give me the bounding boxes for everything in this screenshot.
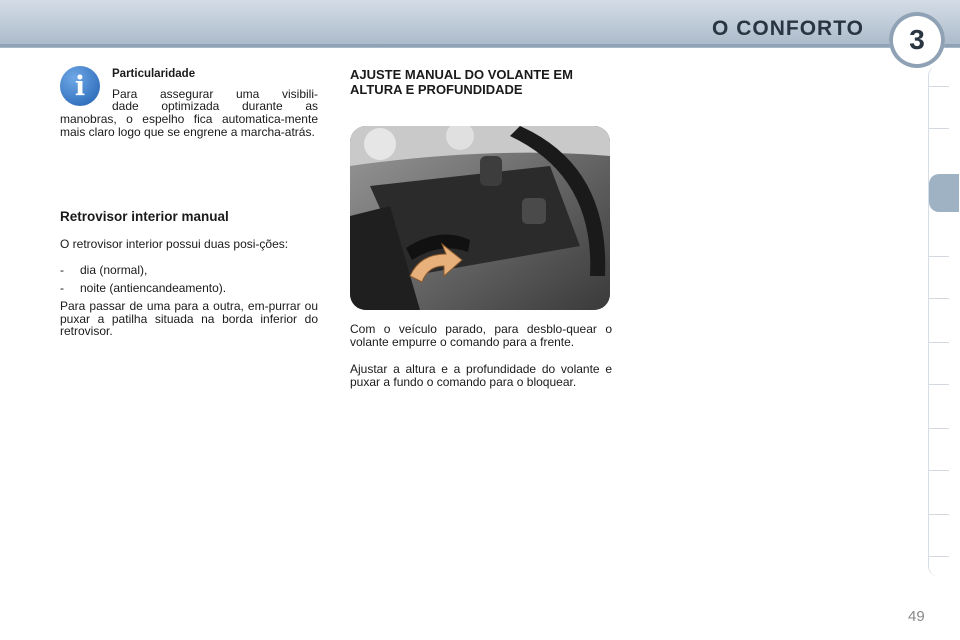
tab-divider [929, 256, 949, 257]
tab-divider [929, 298, 949, 299]
tab-divider [929, 128, 949, 129]
tab-divider [929, 86, 949, 87]
info-icon: i [60, 66, 100, 106]
tab-divider [929, 514, 949, 515]
tab-divider [929, 556, 949, 557]
chapter-title: O CONFORTO [712, 17, 864, 40]
chapter-tab-strip [928, 66, 960, 576]
mirror-section-title: Retrovisor interior manual [60, 209, 229, 224]
bullet-marker: - [60, 281, 64, 295]
mirror-intro: O retrovisor interior possui duas posi-ções: [60, 237, 289, 251]
info-line-1: Para assegurar uma visibili- [112, 87, 318, 101]
bullet-night: noite (antiencandeamento). [80, 281, 227, 295]
steering-section-title: AJUSTE MANUAL DO VOLANTE EM ALTURA E PROFUNDIDADE [350, 67, 573, 97]
info-heading: Particularidade [112, 68, 196, 80]
mirror-closing: Para passar de uma para a outra, em-purrar ou puxar a patilha situada na borda inferior do retrovisor. [60, 299, 318, 338]
mirror-control-knob [522, 198, 546, 224]
steering-step-2: Ajustar a altura e a profundidade do volante e puxar a fundo o comando para o bloquear. [350, 362, 612, 389]
steering-column-illustration [350, 126, 610, 310]
chapter-number-badge [889, 12, 945, 68]
steering-step-1: Com o veículo parado, para desblo-quear o volante empurre o comando para a frente. [350, 322, 612, 349]
info-line-2: dade optimizada durante as [112, 99, 318, 113]
bullet-day: dia (normal), [80, 263, 148, 277]
gauge-left-icon [364, 128, 396, 160]
active-chapter-tab [929, 174, 959, 212]
chapter-number: 3 [909, 24, 925, 55]
stalk-switch [480, 156, 502, 186]
info-text: manobras, o espelho fica automatica-mente mais claro logo que se engrene a marcha-atrás. [60, 112, 318, 139]
header-underline [0, 44, 960, 47]
bullet-marker: - [60, 263, 64, 277]
tab-divider [929, 470, 949, 471]
tab-divider [929, 384, 949, 385]
tab-divider [929, 342, 949, 343]
steering-adjust-photo [350, 126, 610, 310]
page-number: 49 [908, 608, 925, 625]
tab-divider [929, 428, 949, 429]
